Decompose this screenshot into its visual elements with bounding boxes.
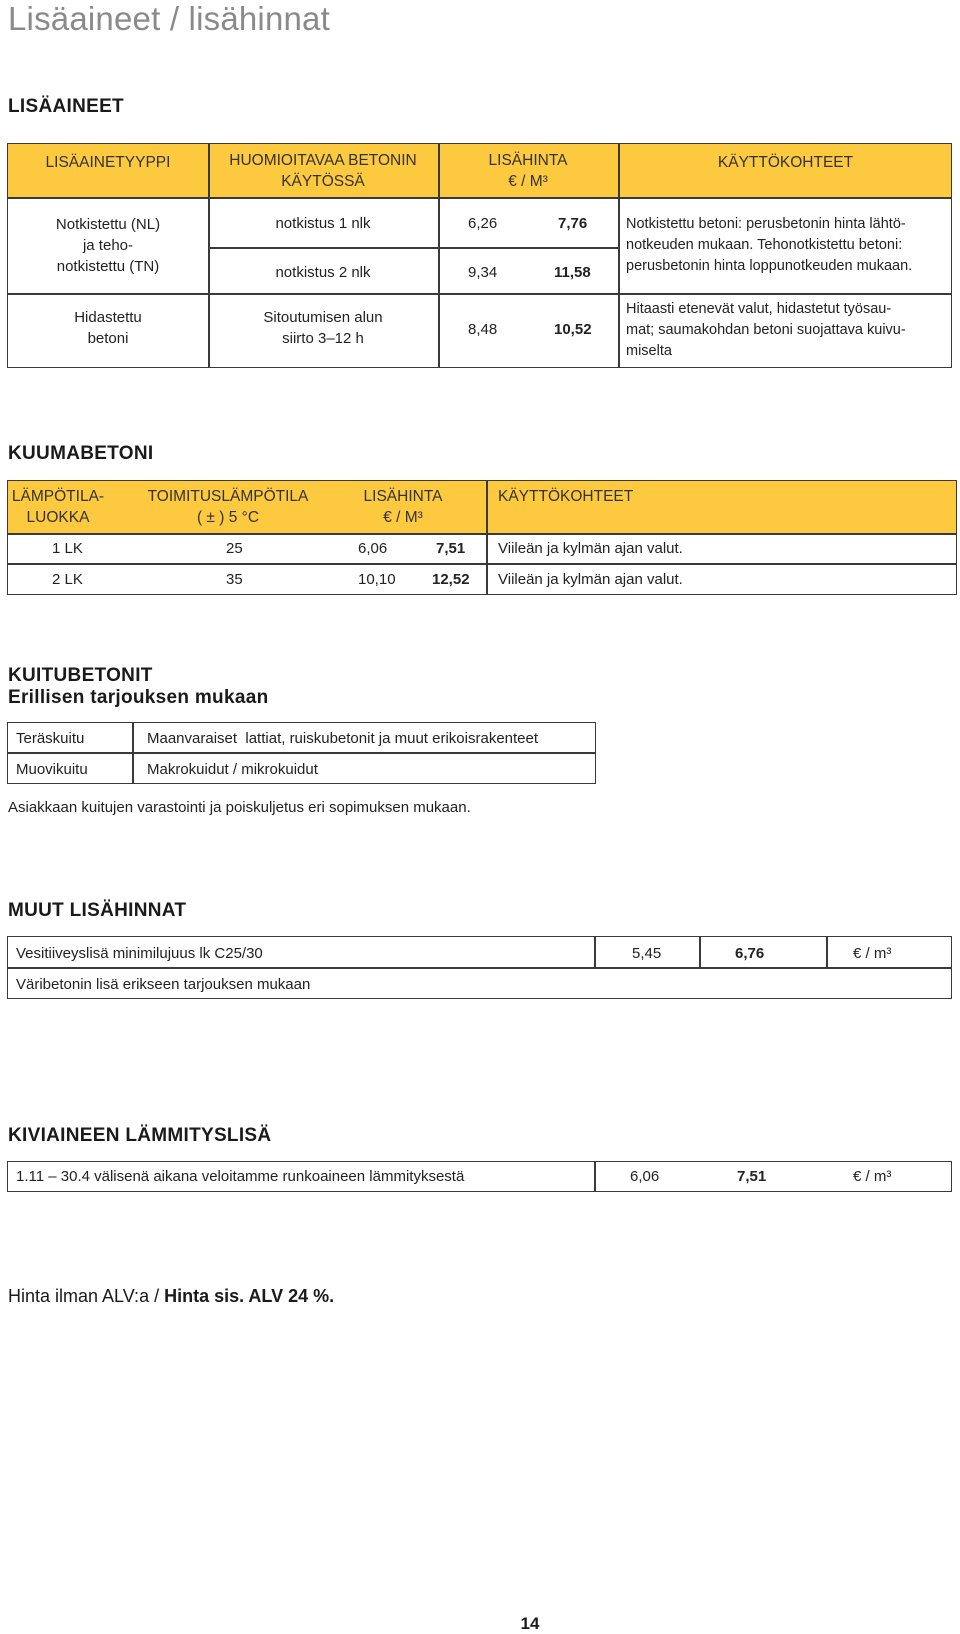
row-price: 10,10 xyxy=(358,571,396,588)
header-toimituslampotila: TOIMITUSLÄMPÖTILA ( ± ) 5 °C xyxy=(147,488,309,526)
row-type-hidastettu: Hidastettu betoni xyxy=(74,309,142,347)
kuitubetonit-table xyxy=(7,722,596,784)
header-lisaainetyyppi: LISÄAINETYYPPI xyxy=(45,154,171,171)
vat-note-plain: Hinta ilman ALV:a / xyxy=(8,1286,165,1306)
row-type: Muovikuitu xyxy=(16,761,88,778)
sub-price: 9,34 xyxy=(468,264,498,281)
page-title: Lisäaineet / lisähinnat xyxy=(8,0,330,37)
row-price: 6,06 xyxy=(630,1168,660,1185)
sub-price-vat: 7,76 xyxy=(558,215,588,232)
header-kayttokohteet: KÄYTTÖKOHTEET xyxy=(717,154,854,171)
row-price-vat: 7,51 xyxy=(737,1168,767,1185)
row-unit: € / m³ xyxy=(853,1168,892,1185)
header-lampotilaluokka: LÄMPÖTILA- LUOKKA xyxy=(11,488,105,526)
row-usage: Makrokuidut / mikrokuidut xyxy=(147,761,318,778)
row-usage: Maanvaraiset lattiat, ruiskubetonit ja muut erikoisrakenteet xyxy=(147,730,539,747)
section-heading-lisaaineet: LISÄAINEET xyxy=(8,96,124,117)
section-heading-kuumabetoni: KUUMABETONI xyxy=(8,443,154,464)
header-lisahinta: LISÄHINTA € / M³ xyxy=(488,152,568,190)
row-type-notkistettu: Notkistettu (NL) ja teho- notkistettu (TN) xyxy=(55,216,161,275)
kuumabetoni-table xyxy=(7,480,957,595)
page-number: 14 xyxy=(520,1614,540,1633)
section-heading-muut: MUUT LISÄHINNAT xyxy=(8,900,187,921)
row-price-vat: 6,76 xyxy=(735,945,765,962)
row-usage: Viileän ja kylmän ajan valut. xyxy=(498,571,683,588)
sub-price-vat: 11,58 xyxy=(554,264,591,281)
sub-note: notkistus 2 nlk xyxy=(275,264,371,281)
header-huomioitavaa: HUOMIOITAVAA BETONIN KÄYTÖSSÄ xyxy=(229,152,417,190)
sub-note: notkistus 1 nlk xyxy=(275,215,371,232)
row-price-vat: 10,52 xyxy=(554,321,592,338)
row-unit: € / m³ xyxy=(853,945,892,962)
row-temp: 25 xyxy=(226,540,243,557)
row-label: 1.11 – 30.4 välisenä aikana veloitamme runkoaineen lämmityksestä xyxy=(16,1168,465,1185)
row-price: 8,48 xyxy=(468,321,498,338)
section-subheading-kuitubetonit: Erillisen tarjouksen mukaan xyxy=(8,687,269,708)
row-usage: Hitaasti etenevät valut, hidastetut työsau- mat; saumakohdan betoni suojattava kuivu- miselta xyxy=(626,301,906,359)
section-heading-kiviaines: KIVIAINEEN LÄMMITYSLISÄ xyxy=(8,1125,272,1146)
row-label: Väribetonin lisä erikseen tarjouksen mukaan xyxy=(16,976,311,993)
sub-price: 6,26 xyxy=(468,215,498,232)
row-price: 5,45 xyxy=(632,945,662,962)
row-usage: Notkistettu betoni: perusbetonin hinta lähtö- notkeuden mukaan. Tehonotkistettu betoni: perusbetonin hinta loppunotkeuden mukaan. xyxy=(626,216,913,274)
header-lisahinta: LISÄHINTA € / M³ xyxy=(363,488,443,526)
lisaaineet-table xyxy=(7,143,952,368)
row-usage: Viileän ja kylmän ajan valut. xyxy=(498,540,683,557)
row-temp: 35 xyxy=(226,571,243,588)
row-price-vat: 7,51 xyxy=(436,540,466,557)
vat-note-bold: Hinta sis. ALV 24 %. xyxy=(164,1286,335,1306)
row-note: Sitoutumisen alun siirto 3–12 h xyxy=(263,309,383,347)
row-class: 2 LK xyxy=(52,571,83,588)
row-class: 1 LK xyxy=(52,540,83,557)
section-heading-kuitubetonit: KUITUBETONIT xyxy=(8,665,153,686)
row-label: Vesitiiveyslisä minimilujuus lk C25/30 xyxy=(16,945,263,962)
kiviaines-table xyxy=(7,1161,952,1192)
header-kayttokohteet: KÄYTTÖKOHTEET xyxy=(498,488,634,505)
kuitubetonit-note: Asiakkaan kuitujen varastointi ja poiskuljetus eri sopimuksen mukaan. xyxy=(8,799,471,816)
row-type: Teräskuitu xyxy=(16,730,85,747)
muut-table xyxy=(7,936,952,999)
row-price-vat: 12,52 xyxy=(432,571,470,588)
row-price: 6,06 xyxy=(358,540,388,557)
vat-note xyxy=(8,1286,334,1307)
